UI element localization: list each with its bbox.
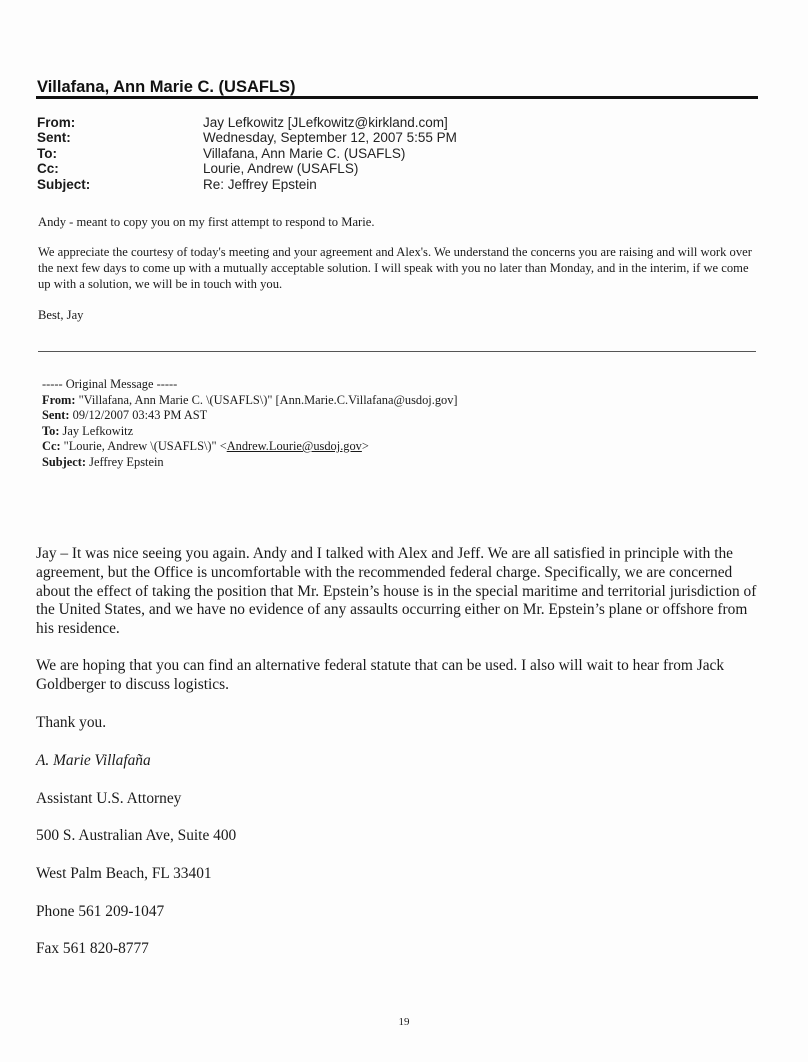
reply-text-1: Andy - meant to copy you on my first attempt to respond to Marie. bbox=[38, 215, 375, 229]
body-text-1: Jay – It was nice seeing you again. Andy and I talked with Alex and Jeff. We are all satisfied in principle with the agreement, but the Office is uncomfortable with the recommended federal charge. Specifically, we are concerned about the effect of taking the position that Mr. Epstein’s house is in the special maritime and territorial jurisdiction of the United States, and we have no evidence of any assaults occurring either on Mr. Epstein’s plane or offshore from his residence. bbox=[36, 545, 757, 638]
header-from-row bbox=[37, 115, 457, 130]
signature-name: A. Marie Villafaña bbox=[36, 752, 151, 769]
original-from-label: From: bbox=[42, 392, 76, 407]
cc-label: Cc: bbox=[37, 161, 59, 177]
cc-value: Lourie, Andrew (USAFLS) bbox=[203, 161, 359, 177]
signature-fax: Fax 561 820-8777 bbox=[36, 940, 149, 957]
reply-signoff-text: Best, Jay bbox=[38, 308, 84, 322]
signature-address-line-1: 500 S. Australian Ave, Suite 400 bbox=[36, 827, 237, 844]
original-to-label: To: bbox=[42, 423, 60, 438]
reply-line-1 bbox=[38, 214, 758, 230]
original-message-header bbox=[42, 377, 458, 470]
from-value: Jay Lefkowitz [JLefkowitz@kirkland.com] bbox=[203, 115, 448, 130]
original-sent-label: Sent: bbox=[42, 408, 70, 422]
header-to-row bbox=[37, 146, 457, 161]
signature-title: Assistant U.S. Attorney bbox=[36, 790, 182, 807]
original-to-value: Jay Lefkowitz bbox=[59, 423, 134, 438]
subject-label: Subject: bbox=[37, 176, 91, 192]
signature-phone: Phone 561 209-1047 bbox=[36, 903, 165, 920]
mailbox-owner-name: Villafana, Ann Marie C. (USAFLS) bbox=[37, 78, 296, 96]
original-sent-value: 09/12/2007 03:43 PM AST bbox=[69, 408, 208, 422]
original-to-row bbox=[42, 424, 458, 440]
header-rule bbox=[36, 96, 758, 99]
original-subject-label: Subject: bbox=[42, 454, 87, 469]
to-value: Villafana, Ann Marie C. (USAFLS) bbox=[203, 145, 406, 161]
header-subject-row bbox=[37, 177, 457, 192]
original-cc-suffix: > bbox=[361, 439, 369, 453]
sent-value: Wednesday, September 12, 2007 5:55 PM bbox=[203, 130, 457, 146]
original-marker: ----- Original Message ----- bbox=[42, 377, 178, 391]
header-cc-row bbox=[37, 161, 457, 176]
body-thanks: Thank you. bbox=[36, 714, 107, 731]
message-separator bbox=[38, 351, 756, 352]
original-from-value: "Villafana, Ann Marie C. \(USAFLS\)" [Ann.Marie.C.Villafana@usdoj.gov] bbox=[75, 392, 458, 407]
email-header bbox=[37, 115, 457, 192]
header-sent-row bbox=[37, 130, 457, 145]
sent-label: Sent: bbox=[37, 130, 71, 146]
from-label: From: bbox=[37, 115, 76, 130]
original-cc-email-link[interactable]: Andrew.Lourie@usdoj.gov bbox=[226, 439, 362, 453]
reply-text-2: We appreciate the courtesy of today's meeting and your agreement and Alex's. We understand the concerns you are raising and will work over the next few days to come up with a mutually acceptable solution. I will speak with you no later than Monday, and in the interim, if we come up with a solution, we will be in touch with you. bbox=[38, 245, 752, 291]
reply-paragraph-2 bbox=[38, 244, 758, 292]
body-text-2: We are hoping that you can find an alternative federal statute that can be used. I also will wait to hear from Jack Goldberger to discuss logistics. bbox=[36, 657, 725, 693]
subject-value: Re: Jeffrey Epstein bbox=[203, 176, 317, 192]
signature-address-line-2: West Palm Beach, FL 33401 bbox=[36, 865, 212, 882]
original-cc-label: Cc: bbox=[42, 439, 61, 453]
page-number: 19 bbox=[398, 1016, 410, 1028]
original-subject-row bbox=[42, 455, 458, 471]
to-label: To: bbox=[37, 145, 57, 161]
original-sent-row bbox=[42, 408, 458, 424]
original-subject-value: Jeffrey Epstein bbox=[86, 454, 164, 469]
body-paragraph-1 bbox=[36, 545, 766, 639]
original-from-row bbox=[42, 393, 458, 409]
original-cc-row bbox=[42, 439, 458, 455]
original-cc-prefix: "Lourie, Andrew \(USAFLS\)" < bbox=[60, 439, 227, 453]
reply-signoff bbox=[38, 307, 758, 323]
body-paragraph-2 bbox=[36, 657, 766, 695]
